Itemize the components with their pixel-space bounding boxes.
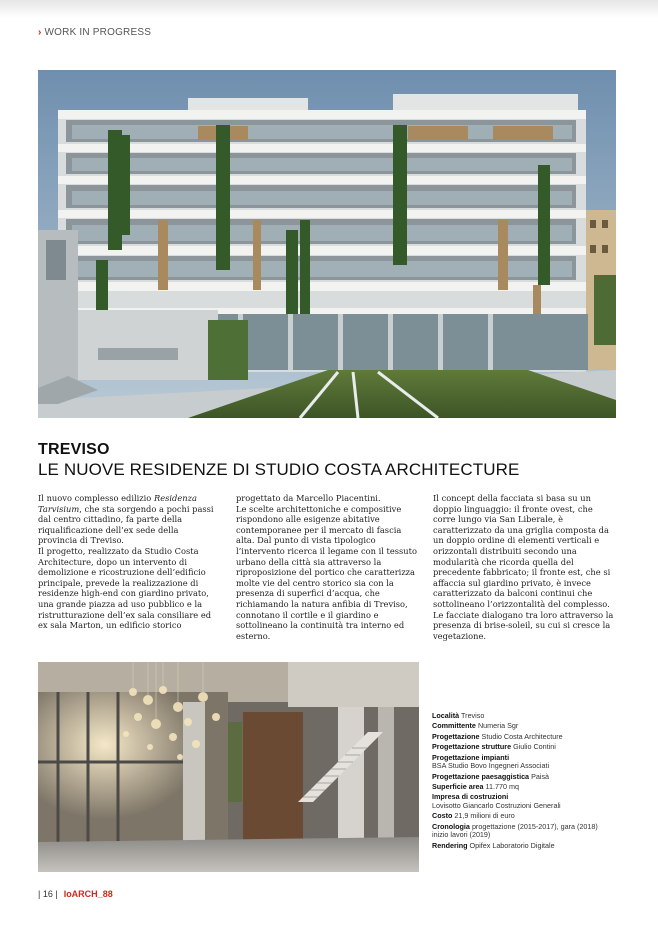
credit-area: Superficie area 11.770 mq [432, 781, 519, 791]
credit-rendering: Rendering Opifex Laboratorio Digitale [432, 840, 555, 850]
credit-design: Progettazione Studio Costa Architecture [432, 731, 563, 741]
column-1-paragraph-1: Il nuovo complesso edilizio Residenza Tarvisium, che sta sorgendo a pochi passi dal centro cittadino, fa parte della riqualificazione dell’ex sede della provincia di Treviso. [38, 493, 214, 546]
article-column-2 [236, 493, 418, 641]
article-column-3 [433, 493, 615, 641]
page-footer [38, 889, 113, 899]
column-1-paragraph-2: Il progetto, realizzato da Studio Costa Architecture, dopo un intervento di demolizione e ricostruzione dell’edificio principale, prevede la realizzazione di residenze high-end con giardino privato, una grande piazza ad uso pubblico e la ristrutturazione dell’ex sala consiliare ed ex sala Marton, un edificio storico [38, 545, 212, 631]
credit-chronology: Cronologia progettazione (2015-2017), gara (2018) inizio lavori (2019) [432, 821, 598, 840]
lobby-interior-image [38, 662, 419, 872]
project-credits [432, 712, 632, 852]
article-city: TREVISO [38, 441, 110, 458]
magazine-issue: IoARCH_88 [63, 889, 113, 899]
page-top-band [0, 0, 658, 18]
column-3-paragraph-2: Le facciate dialogano tra loro attraverso la presenza di brise-soleil, su cui si cresce la vegetazione. [433, 609, 614, 641]
article-column-1 [38, 493, 220, 631]
column-2-paragraph-2: Le scelte architettoniche e compositive rispondono alle esigenze abitative contemporanee per il mercato di fascia alta. Dal punto di vista tipologico l’intervento ricerca il legame con il tessuto urbano della città sia attraverso la riproposizione del portico che caratterizza molte vie del centro storico sia con la presenza di superfici d’acqua, che richiamando la natura anfibia di Treviso, connotano il cortile e il giardino e sottolineano la continuità tra interno ed esterno. [236, 503, 417, 641]
credit-landscape: Progettazione paesaggistica Paisà [432, 771, 550, 781]
credit-cost: Costo 21,9 milioni di euro [432, 811, 515, 821]
article-headline: LE NUOVE RESIDENZE DI STUDIO COSTA ARCHITECTURE [38, 460, 520, 479]
credit-structures: Progettazione strutture Giulio Contini [432, 742, 556, 752]
column-2-paragraph-1: progettato da Marcello Piacentini. [236, 493, 381, 503]
page-number: | 16 | [38, 889, 58, 899]
project-name: Residenza Tarvisium [38, 493, 197, 514]
credit-contractor: Impresa di costruzioni Lovisotto Giancarlo Costruzioni Generali [432, 792, 561, 810]
chevron-right-icon: › [38, 27, 42, 38]
credit-systems: Progettazione impianti BSA Studio Bovo Ingegneri Associati [432, 752, 550, 771]
hero-building-image [38, 70, 616, 418]
column-3-paragraph-1: Il concept della facciata si basa su un doppio linguaggio: il fronte ovest, che corre lungo via San Liberale, è caratterizzato da una griglia composta da un doppio ordine di elementi verticali e orizzontali distribuiti secondo una modularità che ricorda quella del precedente fabbricato; il fronte est, che si affaccia sul giardino privato, è invece caratterizzato da balconi continui che sottolineano l’orizzontalità del complesso. [433, 493, 611, 609]
credit-location: Località Treviso [432, 711, 485, 720]
credit-client: Committente Numeria Sgr [432, 721, 519, 731]
section-label-text: WORK IN PROGRESS [44, 27, 152, 38]
section-label [38, 27, 151, 38]
